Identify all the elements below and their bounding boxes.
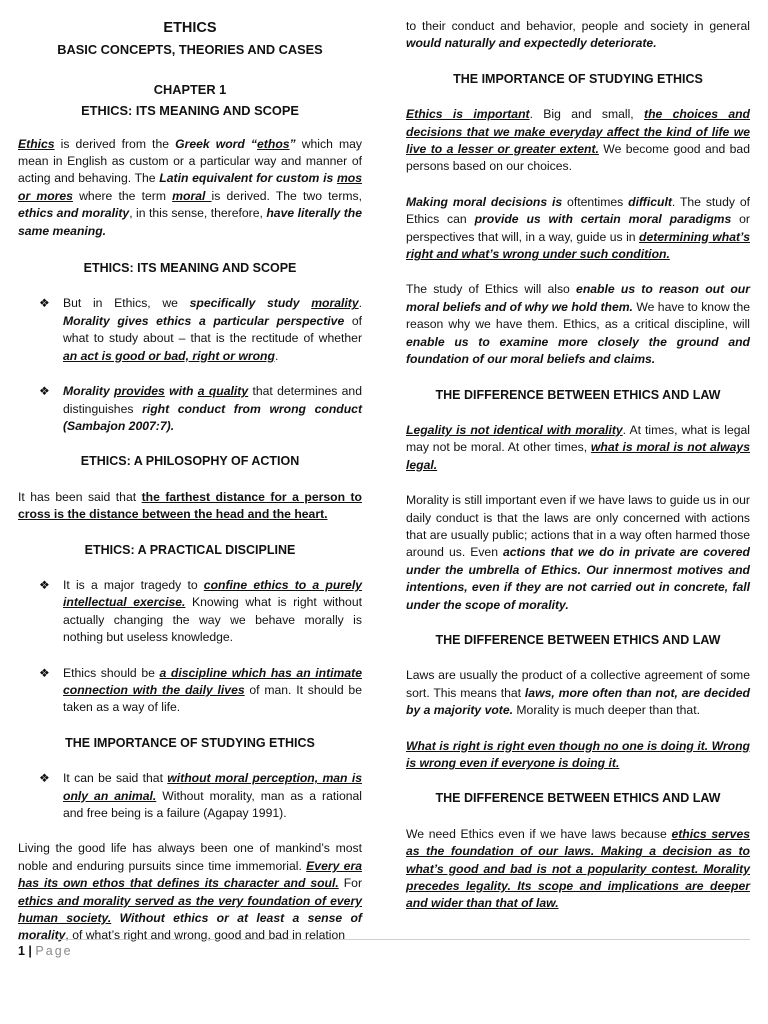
page-number: 1 bbox=[18, 944, 25, 958]
chapter-title: ETHICS: ITS MEANING AND SCOPE bbox=[81, 103, 299, 119]
section-heading-meaning-scope: ETHICS: ITS MEANING AND SCOPE bbox=[83, 261, 297, 276]
bullet-diamond-icon: ❖ bbox=[39, 577, 50, 592]
bullet-diamond-icon: ❖ bbox=[39, 384, 50, 399]
document-subtitle: BASIC CONCEPTS, THEORIES AND CASES bbox=[57, 42, 323, 58]
paragraph-laws-product: Laws are usually the product of a collective agreement of some sort. This means that laws, more often than not, are decided by a majority vote. Morality is much deeper than that. bbox=[406, 668, 750, 718]
section-heading-importance: THE IMPORTANCE OF STUDYING ETHICS bbox=[65, 735, 315, 750]
paragraph-moral-decisions: Making moral decisions is oftentimes difficult. The study of Ethics can provide us with certain moral paradigms or perspectives that will, in a way, guide us in determining what’s right and what’s wrong under such condition. bbox=[406, 194, 750, 262]
paragraph-morality-important: Morality is still important even if we have laws to guide us in our daily conduct is that the laws are only concerned with actions that are usually public; actions that in a way often harmed those around us. Even actions that we do in private are covered under the umbrella of Ethics. Our innermost motives and intentions, even if they are not carried out in concrete, fall under the scope of morality. bbox=[406, 493, 750, 612]
section-heading-ethics-law-3: THE DIFFERENCE BETWEEN ETHICS AND LAW bbox=[435, 791, 721, 806]
paragraph-head-heart: It has been said that the farthest distance for a person to cross is the distance between the head and the heart. bbox=[18, 489, 362, 522]
bullet-item-way-of-life: ❖ Ethics should be a discipline which has an intimate connection with the daily lives of man. It should be taken as a way of life. bbox=[39, 665, 362, 715]
section-heading-ethics-law-1: THE DIFFERENCE BETWEEN ETHICS AND LAW bbox=[435, 387, 721, 402]
bullet-diamond-icon: ❖ bbox=[39, 296, 50, 311]
section-heading-philosophy-action: ETHICS: A PHILOSOPHY OF ACTION bbox=[80, 454, 300, 469]
paragraph-good-life: Living the good life has always been one of mankind’s most noble and enduring pursuits since time immemorial. Every era has its own ethos that defines its character and soul. For ethics and morality served as the very foundation of every human society. Without ethics or at least a sense of morality, of what’s right and wrong, good and bad in relation bbox=[18, 841, 363, 943]
paragraph-ethics-definition: Ethics is derived from the Greek word “ethos” which may mean in English as custom or a particular way and manner of acting and behaving. The Latin equivalent for custom is mos or mores where the term moral is derived. The two terms, ethics and morality, in this sense, therefore, have literally the same meaning. bbox=[18, 136, 363, 238]
page-footer bbox=[18, 939, 750, 958]
chapter-label: CHAPTER 1 bbox=[153, 81, 227, 97]
paragraph-need-ethics: We need Ethics even if we have laws because ethics serves as the foundation of our laws. Making a decision as to what’s good and bad is not a popularity contest. Morality precedes legality. Its scope and implications are deeper and wider than that of law. bbox=[406, 826, 751, 911]
bullet-item-morality-quality: ❖ Morality provides with a quality that determines and distinguishes right conduct from wrong conduct (Sambajon 2007:7). bbox=[39, 384, 362, 433]
paragraph-reason-beliefs: The study of Ethics will also enable us to reason out our moral beliefs and of why we hold them. We have to know the reason why we have them. Ethics, as a critical discipline, will enable us to examine more closely the ground and foundation of our moral beliefs and claims. bbox=[406, 282, 750, 367]
section-heading-importance-right: THE IMPORTANCE OF STUDYING ETHICS bbox=[453, 71, 703, 86]
paragraph-continued: to their conduct and behavior, people and society in general would naturally and expectedly deteriorate. bbox=[406, 19, 750, 51]
page-label: Page bbox=[35, 944, 73, 958]
right-column bbox=[406, 18, 750, 913]
footer-separator: | bbox=[24, 944, 36, 958]
bullet-item-major-tragedy: ❖ It is a major tragedy to confine ethics to a purely intellectual exercise. Knowing what is right without actually changing the way we behave morally is nothing but useless knowledge. bbox=[39, 577, 362, 645]
paragraph-ethics-important: Ethics is important. Big and small, the choices and decisions that we make everyday affect the kind of life we live to a lesser or greater extent. We become good and bad persons based on our choices. bbox=[406, 107, 750, 174]
bullet-diamond-icon: ❖ bbox=[39, 771, 50, 786]
paragraph-legality: Legality is not identical with morality. At times, what is legal may not be moral. At other times, what is moral is not always legal. bbox=[406, 422, 750, 472]
bullet-diamond-icon: ❖ bbox=[39, 665, 50, 680]
document-title: ETHICS bbox=[163, 20, 217, 36]
left-column bbox=[18, 18, 362, 945]
section-heading-ethics-law-2: THE DIFFERENCE BETWEEN ETHICS AND LAW bbox=[435, 632, 721, 647]
bullet-item-moral-perception: ❖ It can be said that without moral perception, man is only an animal. Without morality, man as a rational and free being is a failure (Agapay 1991). bbox=[39, 771, 363, 820]
bullet-item-morality-study: ❖ But in Ethics, we specifically study morality. Morality gives ethics a particular perspective of what to study about – that is the rectitude of whether an act is good or bad, right or wrong. bbox=[39, 296, 362, 363]
section-heading-practical-discipline: ETHICS: A PRACTICAL DISCIPLINE bbox=[84, 542, 296, 557]
paragraph-right-is-right: What is right is right even though no one is doing it. Wrong is wrong even if everyone is doing it. bbox=[406, 738, 750, 770]
